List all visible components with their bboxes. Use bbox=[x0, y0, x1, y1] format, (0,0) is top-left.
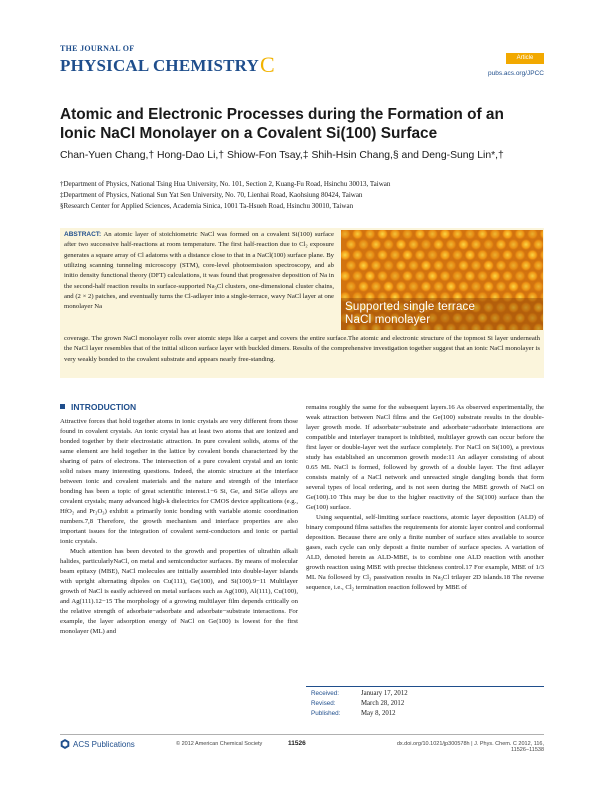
abstract-label: ABSTRACT: bbox=[64, 231, 102, 238]
intro-paragraph-1: Attractive forces that hold together atoms in ionic crystals are very different from those found in covalent crystals. An ionic crystal has at least two atoms that are ionized and bonded together by their electrostatic attraction. In pure covalent solids, atoms of the same element are held together in the lattice by covalent bonds characterized by the sharing of pairs of electrons. The intersection of a pure covalent crystal and an ionic solid raises many interesting questions. Indeed, the atomic structure at the interface between ionic and covalent materials and the nature and strength of the interface bonding has been a topic of great scientific interest.1−6 Si, Ge, and SiGe alloys are covalent crystals; many advanced high-k dielectrics for CMOS device applications (e.g., HfO₂ and Pr₂O₃) exhibit a primarily ionic bonding with variable atomic coordination numbers.7,8 Therefore, the growth mechanism and interface properties are also important issues for the integration of covalent semi-conductors and ionic or partial ionic crystals. bbox=[60, 418, 298, 545]
affiliation-2: ‡Department of Physics, National Sun Yat Sen University, No. 70, Lienhai Road, Kaohsiung 80424, Taiwan bbox=[60, 191, 363, 199]
abstract-text-continued: coverage. The grown NaCl monolayer rolls over atomic steps like a carpet and covers the entire surface.The atomic and electronic structure of the topmost Si layer underneath the NaCl layer resembles that of the initial silicon surface layer with buckled dimers. Results of the comprehensive investigation together suggest that an ionic NaCl monolayer is very weakly bonded to the covalent substrate and appears nearly free-standing. bbox=[64, 335, 540, 363]
acs-hexagon-icon bbox=[60, 739, 70, 749]
article-type-badge: Article bbox=[506, 53, 544, 64]
paper-title: Atomic and Electronic Processes during the Formation of an Ionic NaCl Monolayer on a Covalent Si(100) Surface bbox=[60, 106, 504, 142]
affiliation-1: †Department of Physics, National Tsing Hua University, No. 101, Section 2, Kuang-Fu Road, Hsinchu 30013, Taiwan bbox=[60, 180, 391, 188]
affiliation-3: §Research Center for Applied Sciences, Academia Sinica, 1001 Ta-Hsueh Road, Hsinchu 30010, Taiwan bbox=[60, 202, 354, 210]
published-date-row: Published: May 8, 2012 bbox=[311, 710, 396, 717]
section-heading-introduction: INTRODUCTION bbox=[60, 402, 136, 412]
dates-divider bbox=[306, 686, 544, 687]
section-bullet-icon bbox=[60, 404, 65, 409]
journal-url-link[interactable]: pubs.acs.org/JPCC bbox=[488, 70, 544, 77]
page-number: 11526 bbox=[288, 740, 306, 747]
toc-caption-line-1: Supported single terrace bbox=[345, 301, 476, 313]
abstract-text: ABSTRACT: An atomic layer of stoichiometric NaCl was formed on a covalent Si(100) surface after two successive half-reactions at room temperature. The first half-reaction due to Cl₂ exposure generates a square array of Cl adatoms with a distance close to that in a NaCl(100) surface plane. By utilizing scanning tunneling microscopy (STM), core-level photoemission spectroscopy, and ab initio density functional theory (DFT) calculations, it was found that progressive deposition of Na in the second-half reaction results in surface-supported Na₃Cl clusters, one-dimensional cluster chains, and (2 × 2) patches, and eventually turns the Cl-adlayer into a single-terrace, wavy NaCl layer at one monolayer Na bbox=[64, 231, 334, 311]
journal-logo bbox=[60, 44, 280, 78]
toc-graphic bbox=[341, 230, 543, 330]
journal-name-small: THE JOURNAL OF bbox=[60, 44, 135, 53]
footer-divider bbox=[60, 734, 544, 735]
right-column bbox=[306, 403, 544, 593]
acs-publications-logo: ACS Publications bbox=[60, 739, 135, 749]
intro-paragraph-3: remains roughly the same for the subsequent layers.16 As observed experimentally, the weak attraction between NaCl films and the Ge(100) substrate results in the double-layer growth mode. If adsorbate−substrate and adsorbate−adsorbate interactions are compatible and interlayer transport is inhibited, multilayer growth can occur before the first layer or double-layer wet the surface completely. For NaCl on Si(100), a previous study has established an uncommon growth mode:11 An adlayer consisting of about 0.65 ML NaCl is formed, followed by growth of a double layer. The first adlayer consists mainly of a NaCl network and unreacted single dangling bonds that form several types of local ordering, and is not seen during the MBE growth of NaCl on Ge(100).10 This may be due to the higher reactivity of the Si(100) surface than the Ge(100) surface. bbox=[306, 404, 544, 511]
toc-caption-line-2: NaCl monolayer bbox=[345, 314, 431, 326]
doi-citation-link[interactable]: dx.doi.org/10.1021/jp300578h | J. Phys. Chem. C 2012, 116, 11526−11538 bbox=[396, 741, 544, 753]
author-list: Chan-Yuen Chang,† Hong-Dao Li,† Shiow-Fon Tsay,‡ Shih-Hsin Chang,§ and Deng-Sung Lin*,† bbox=[60, 150, 504, 161]
intro-paragraph-2: Much attention has been devoted to the growth and properties of ultrathin alkali halides, particularlyNaCl, on metal and semiconductor surfaces. By means of molecular beam epitaxy (MBE), NaCl molecules are initially assembled into double-layer islands with upright alternating dipoles on Cu(111), Ge(100), and Si(100).9−11 Multilayer growth of NaCl is easily achieved on metal surfaces such as Ag(100), Al(111), Cu(100), and Ag(111).12−15 The morphology of a growing multilayer film depends critically on the relative strength of adsorbate−adsorbate and adsorbate−substrate interactions. For example, the layer adsorption energy of NaCl on Ge(100) is lowest for the first monolayer (ML) and bbox=[60, 548, 298, 635]
revised-date-row: Revised: March 28, 2012 bbox=[311, 700, 405, 707]
publication-dates bbox=[311, 689, 408, 719]
copyright-notice: © 2012 American Chemical Society bbox=[176, 741, 263, 747]
journal-name-big: PHYSICAL CHEMISTRYC bbox=[60, 52, 275, 77]
intro-paragraph-4: Using sequential, self-limiting surface reactions, atomic layer deposition (ALD) of binary compound films satisfies the requirements for atomic layer control and conformal deposition. Because there are only a finite number of surface sites available to source gases, each cycle can only deposit a finite number of surface species. A variation of ALD, denoted herein as ALD-MBE, is to combine one ALD reaction with another growth reaction using MBE with precise thickness control.17 For example, MBE of 1/3 ML Na followed by Cl₂ passivation results in Na₃Cl trilayer 2D islands.18 The reverse sequence, i.e., Cl₂ termination reaction followed by MBE of bbox=[306, 514, 544, 591]
left-column bbox=[60, 417, 298, 637]
received-date-row: Received: January 17, 2012 bbox=[311, 690, 408, 697]
journal-letter-c: C bbox=[260, 52, 275, 77]
